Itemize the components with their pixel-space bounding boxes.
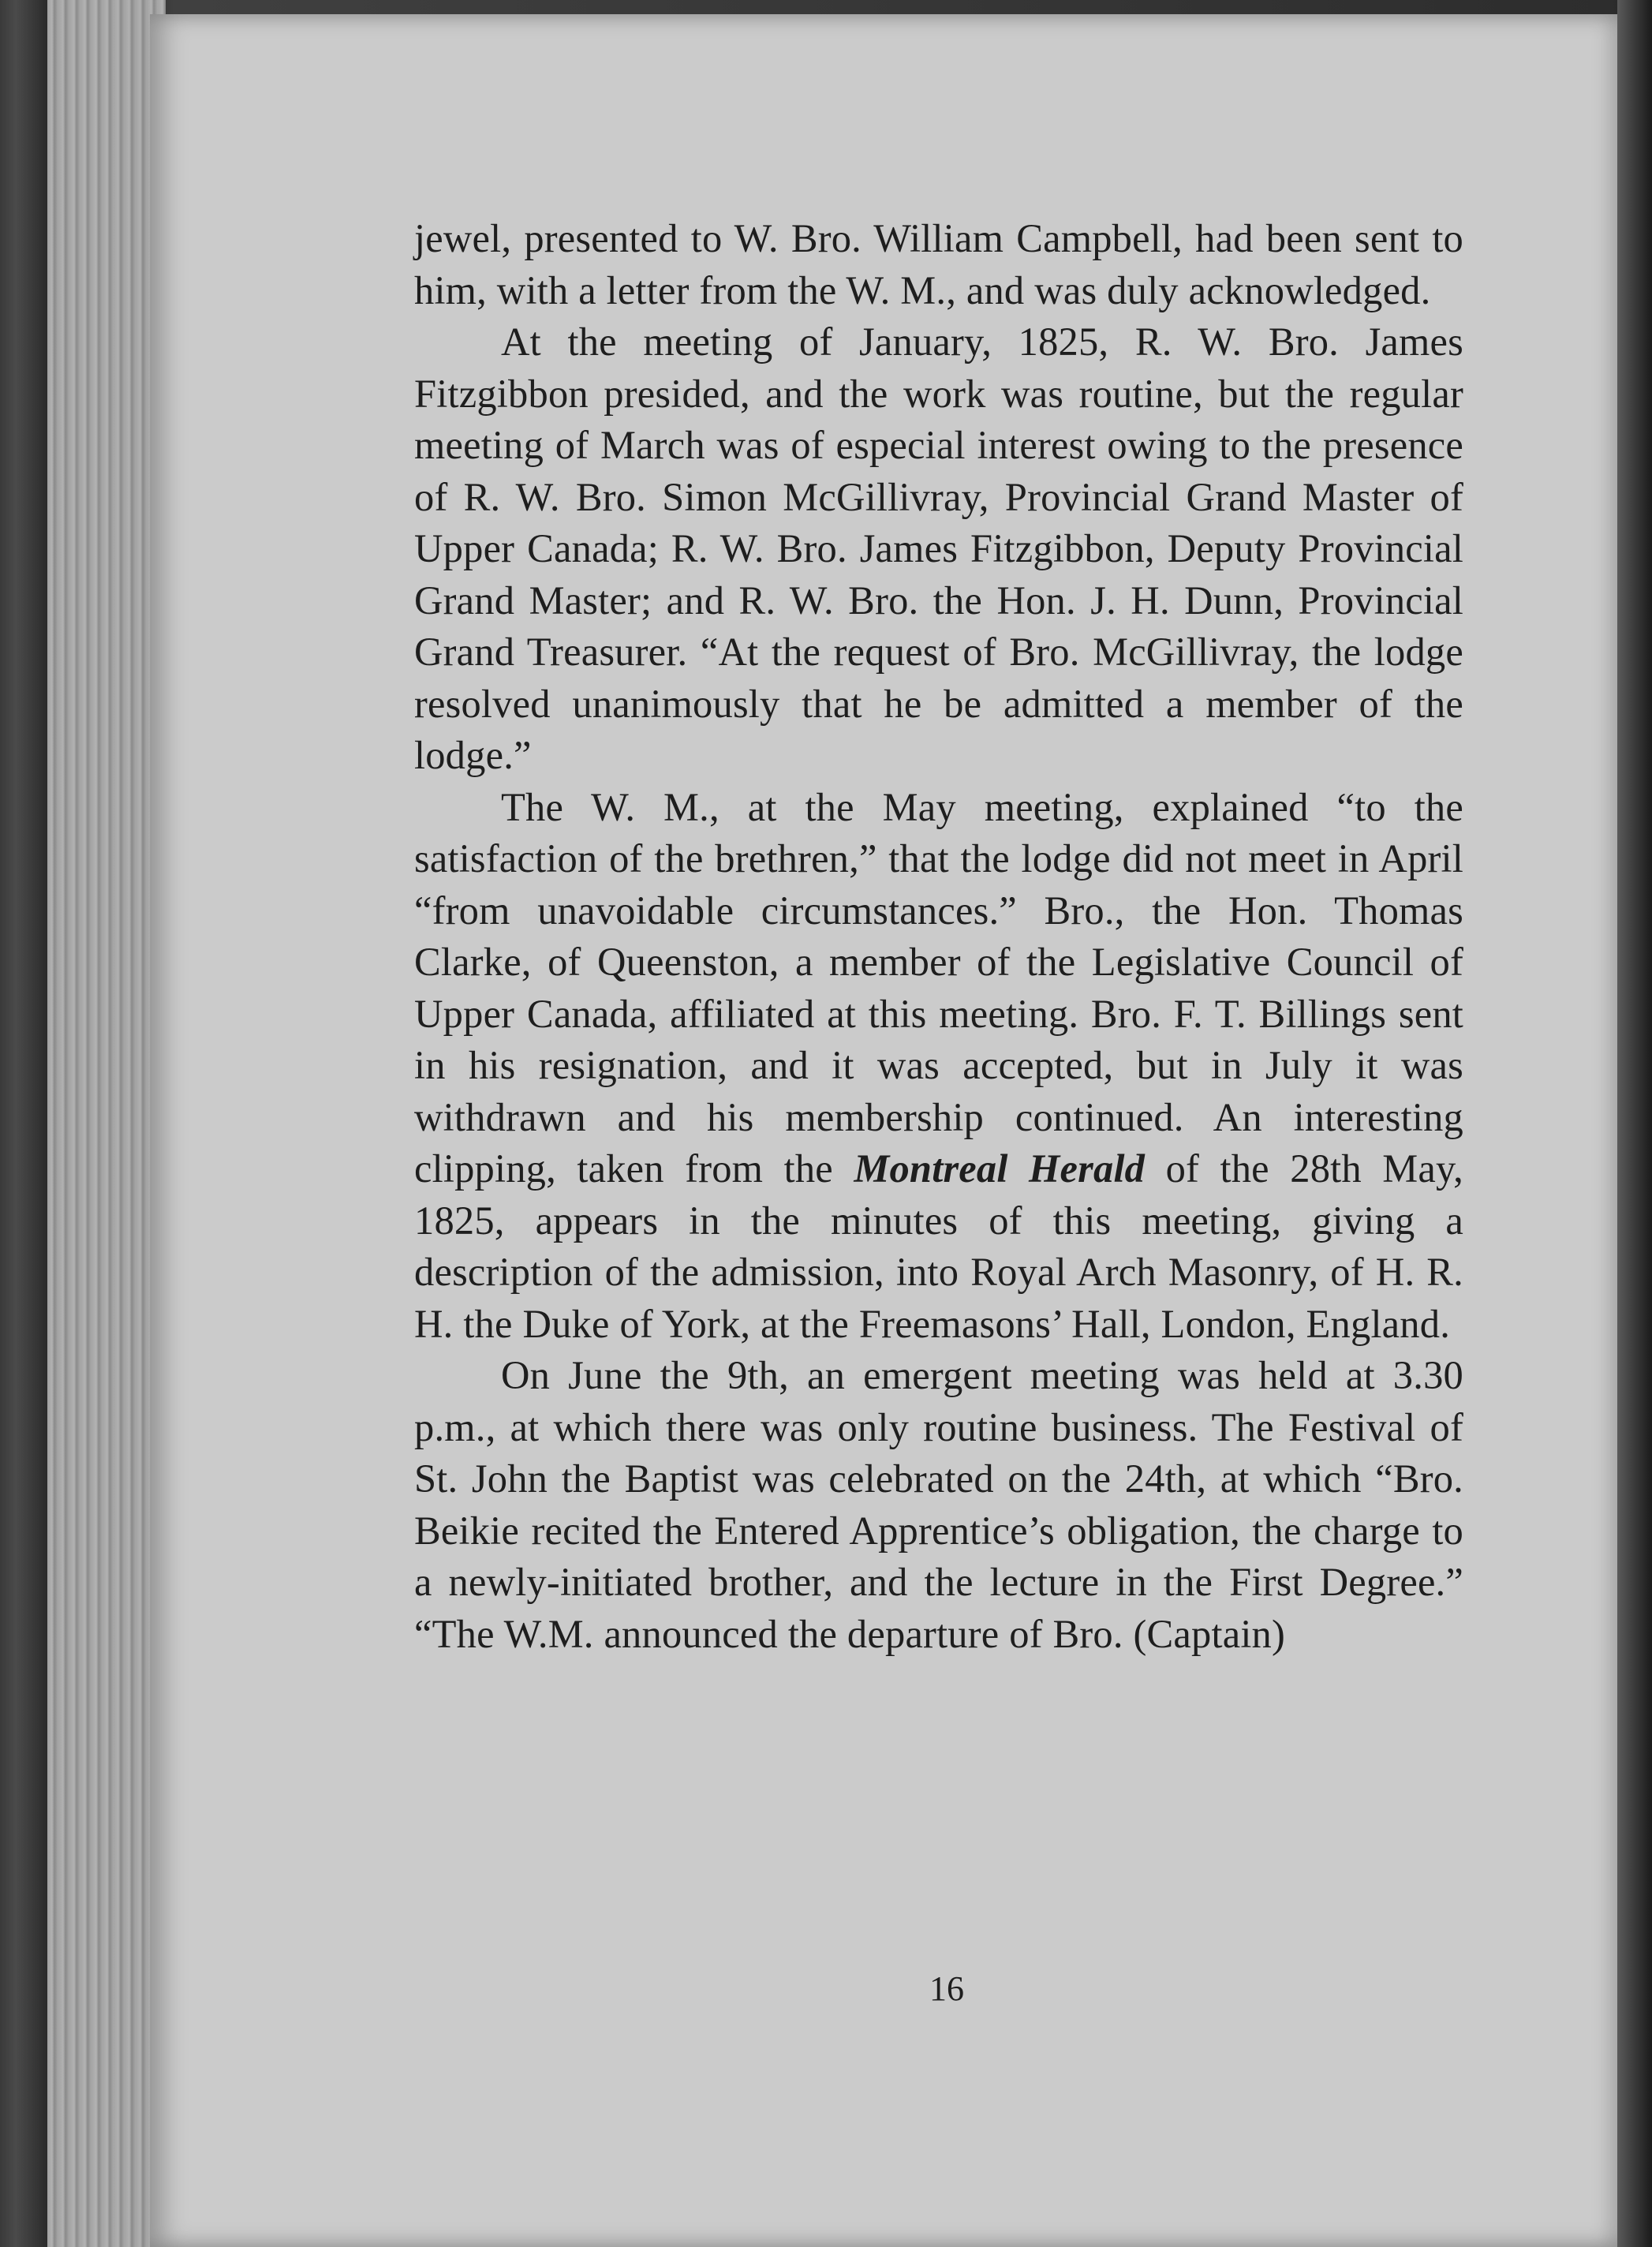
text-segment: jewel, presented to W. Bro. William Campbell, had been sent to him, with a letter from the W. M., and was duly acknowledged. (414, 216, 1463, 312)
text-segment: At the meeting of January, 1825, R. W. Bro. James Fitzgibbon presided, and the work was routine, but the regular meeting of March was of especial interest owing to the presence of R. W. Bro. Simon McGillivray, Provincial Grand Master of Upper Canada; R. W. Bro. James Fitzgibbon, Deputy Provincial Grand Master; and R. W. Bro. the Hon. J. H. Dunn, Provincial Grand Treasurer. “At the request of Bro. McGillivray, the lodge resolved unanimously that he be admitted a member of the lodge.” (414, 320, 1463, 777)
body-text (414, 213, 1463, 1660)
paragraph-2 (414, 316, 1463, 782)
text-segment: The W. M., at the May meeting, explained “to the satisfaction of the brethren,” that the lodge did not meet in April “from unavoidable circumstances.” Bro., the Hon. Thomas Clarke, of Queenston, a member of the Legislative Council of Upper Canada, affiliated at this meeting. Bro. F. T. Billings sent in his resignation, and it was accepted, but in July it was withdrawn and his membership continued. An interesting clipping, taken from the (414, 784, 1463, 1191)
paragraph-4 (414, 1350, 1463, 1660)
paragraph-1 (414, 213, 1463, 316)
newspaper-title: Montreal Herald (854, 1146, 1146, 1191)
page-number: 16 (929, 1969, 964, 2008)
text-segment: On June the 9th, an emergent meeting was held at 3.30 p.m., at which there was only routine business. The Festival of St. John the Baptist was celebrated on the 24th, at which “Bro. Beikie recited the Entered Apprentice’s obligation, the charge to a newly-initiated brother, and the lecture in the First Degree.” “The W.M. announced the departure of Bro. (Captain) (414, 1353, 1463, 1656)
paragraph-3 (414, 782, 1463, 1351)
book-right-edge (1617, 0, 1652, 2247)
book-page-edges (47, 0, 166, 2247)
text-segment: of the 28th May, 1825, appears in the minutes of this meeting, giving a description of the admission, into Royal Arch Masonry, of H. R. H. the Duke of York, at the Freemasons’ Hall, London, England. (414, 1146, 1463, 1346)
